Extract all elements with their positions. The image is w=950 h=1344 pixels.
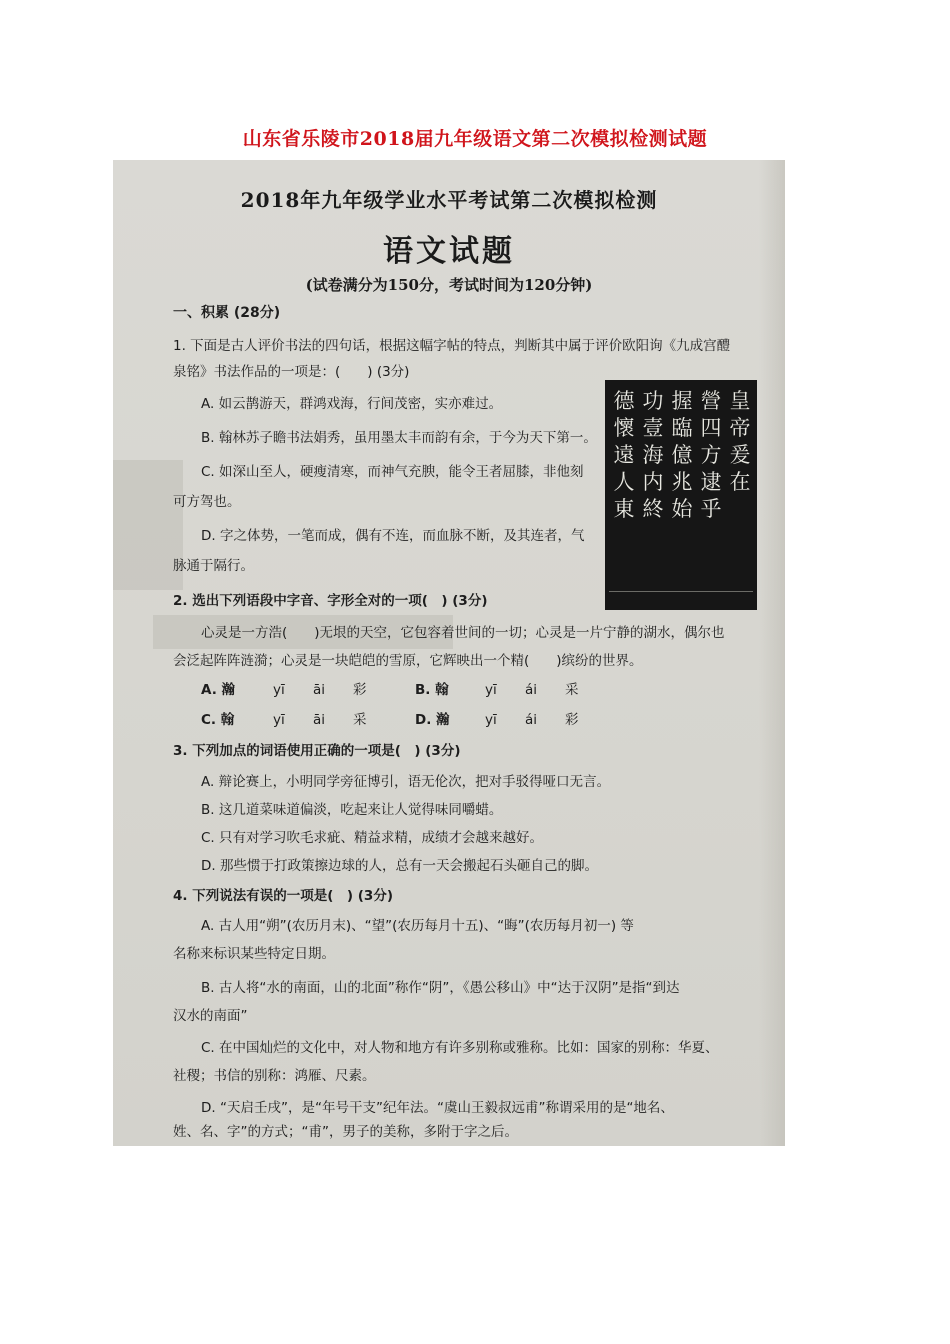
q1-option-a: A. 如云鹊游天，群鸿戏海，行间茂密，实亦难过。: [201, 396, 503, 412]
q2-option-b-label: B. 翰: [415, 682, 449, 698]
q2-option-d-label: D. 瀚: [415, 712, 450, 728]
exam-note: (试卷满分为150分，考试时间为120分钟): [305, 276, 593, 294]
calligraphy-rubbing-image: [605, 380, 757, 610]
section-heading: 一、积累 (28分): [173, 305, 281, 321]
q2-option-a-label: A. 瀚: [201, 682, 236, 698]
q3-option-b: B. 这几道菜味道偏淡，吃起来让人觉得味同嚼蜡。: [201, 802, 503, 818]
q2-option-d-pinyin: yī: [485, 712, 497, 728]
q2-option-a-pinyin2: āi: [313, 682, 326, 698]
q1-option-c-line1: C. 如深山至人，硬瘦清寒，而神气充腴，能令王者屈膝，非他刻: [201, 464, 584, 480]
q3-stem: 3. 下列加点的词语使用正确的一项是( ) (3分): [173, 743, 461, 759]
page-title: 山东省乐陵市2018届九年级语文第二次模拟检测试题: [242, 128, 708, 150]
calligraphy-column: 握 臨 億 兆 始: [671, 389, 693, 521]
q4-option-a-line2: 名称来标识某些特定日期。: [173, 946, 335, 962]
calligraphy-column: 皇 帝 爰 在: [729, 389, 751, 494]
q2-option-b-word: 采: [565, 682, 579, 698]
q4-option-a-line1: A. 古人用“朔”(农历月末)、“望”(农历每月十五)、“晦”(农历每月初一) 等: [201, 918, 634, 934]
q4-option-d-line2: 姓、名、字”的方式；“甫”，男子的美称，多附于字之后。: [173, 1124, 518, 1140]
calligraphy-cropped-row: [609, 591, 753, 608]
q4-option-c-line1: C. 在中国灿烂的文化中，对人物和地方有许多别称或雅称。比如：国家的别称：华夏、: [201, 1040, 719, 1056]
q3-option-c: C. 只有对学习吹毛求疵、精益求精，成绩才会越来越好。: [201, 830, 544, 846]
q2-option-c-label: C. 翰: [201, 712, 235, 728]
q2-option-d-pinyin2: ái: [525, 712, 538, 728]
q2-option-b-pinyin: yī: [485, 682, 497, 698]
calligraphy-column: 德 懷 遠 人 東: [613, 389, 635, 521]
q1-option-c-line2: 可方驾也。: [173, 494, 241, 510]
q2-option-c-pinyin2: āi: [313, 712, 326, 728]
q4-option-b-line2: 汉水的南面”: [173, 1008, 248, 1024]
q2-option-b-pinyin2: ái: [525, 682, 538, 698]
q2-option-c-pinyin: yī: [273, 712, 285, 728]
q1-stem-line2: 泉铭》书法作品的一项是：( ) (3分): [173, 364, 410, 380]
q3-option-d: D. 那些惯于打政策擦边球的人，总有一天会搬起石头砸自己的脚。: [201, 858, 598, 874]
q4-option-b-line1: B. 古人将“水的南面，山的北面”称作“阴”，《愚公移山》中“达于汉阴”是指“到达: [201, 980, 680, 996]
q1-option-d-line2: 脉通于隔行。: [173, 558, 254, 574]
q4-option-d-line1: D. “天启壬戌”，是“年号干支”纪年法。“虞山王毅叔远甫”称谓采用的是“地名、: [201, 1100, 674, 1116]
calligraphy-column: 營 四 方 逮 乎: [700, 389, 722, 521]
q2-passage-line2: 会泛起阵阵涟漪；心灵是一块皑皑的雪原，它辉映出一个精( )缤纷的世界。: [173, 653, 643, 669]
q1-stem-line1: 1. 下面是古人评价书法的四句话，根据这幅字帖的特点，判断其中属于评价欧阳询《九成宫醴: [173, 338, 731, 354]
q4-option-c-line2: 社稷；书信的别称：鸿雁、尺素。: [173, 1068, 376, 1084]
q3-option-a: A. 辩论赛上，小明同学旁征博引，语无伦次，把对手驳得哑口无言。: [201, 774, 611, 790]
exam-heading: 2018年九年级学业水平考试第二次模拟检测: [240, 188, 658, 212]
scanned-exam-page: [113, 160, 785, 1146]
q1-option-b: B. 翰林苏子瞻书法娟秀，虽用墨太丰而韵有余，于今为天下第一。: [201, 430, 597, 446]
q2-option-c-word: 采: [353, 712, 367, 728]
q2-passage-line1: 心灵是一方浩( )无垠的天空，它包容着世间的一切；心灵是一片宁静的湖水，偶尔也: [201, 625, 725, 641]
scan-shadow: [759, 160, 785, 1146]
exam-subject: 语文试题: [383, 234, 515, 269]
q2-option-d-word: 彩: [565, 712, 579, 728]
q4-stem: 4. 下列说法有误的一项是( ) (3分): [173, 888, 393, 904]
q2-stem: 2. 选出下列语段中字音、字形全对的一项( ) (3分): [173, 593, 488, 609]
q2-option-a-pinyin: yī: [273, 682, 285, 698]
q2-option-a-word: 彩: [353, 682, 367, 698]
q1-option-d-line1: D. 字之体势，一笔而成，偶有不连，而血脉不断，及其连者，气: [201, 528, 585, 544]
calligraphy-column: 功 壹 海 内 終: [642, 389, 664, 521]
